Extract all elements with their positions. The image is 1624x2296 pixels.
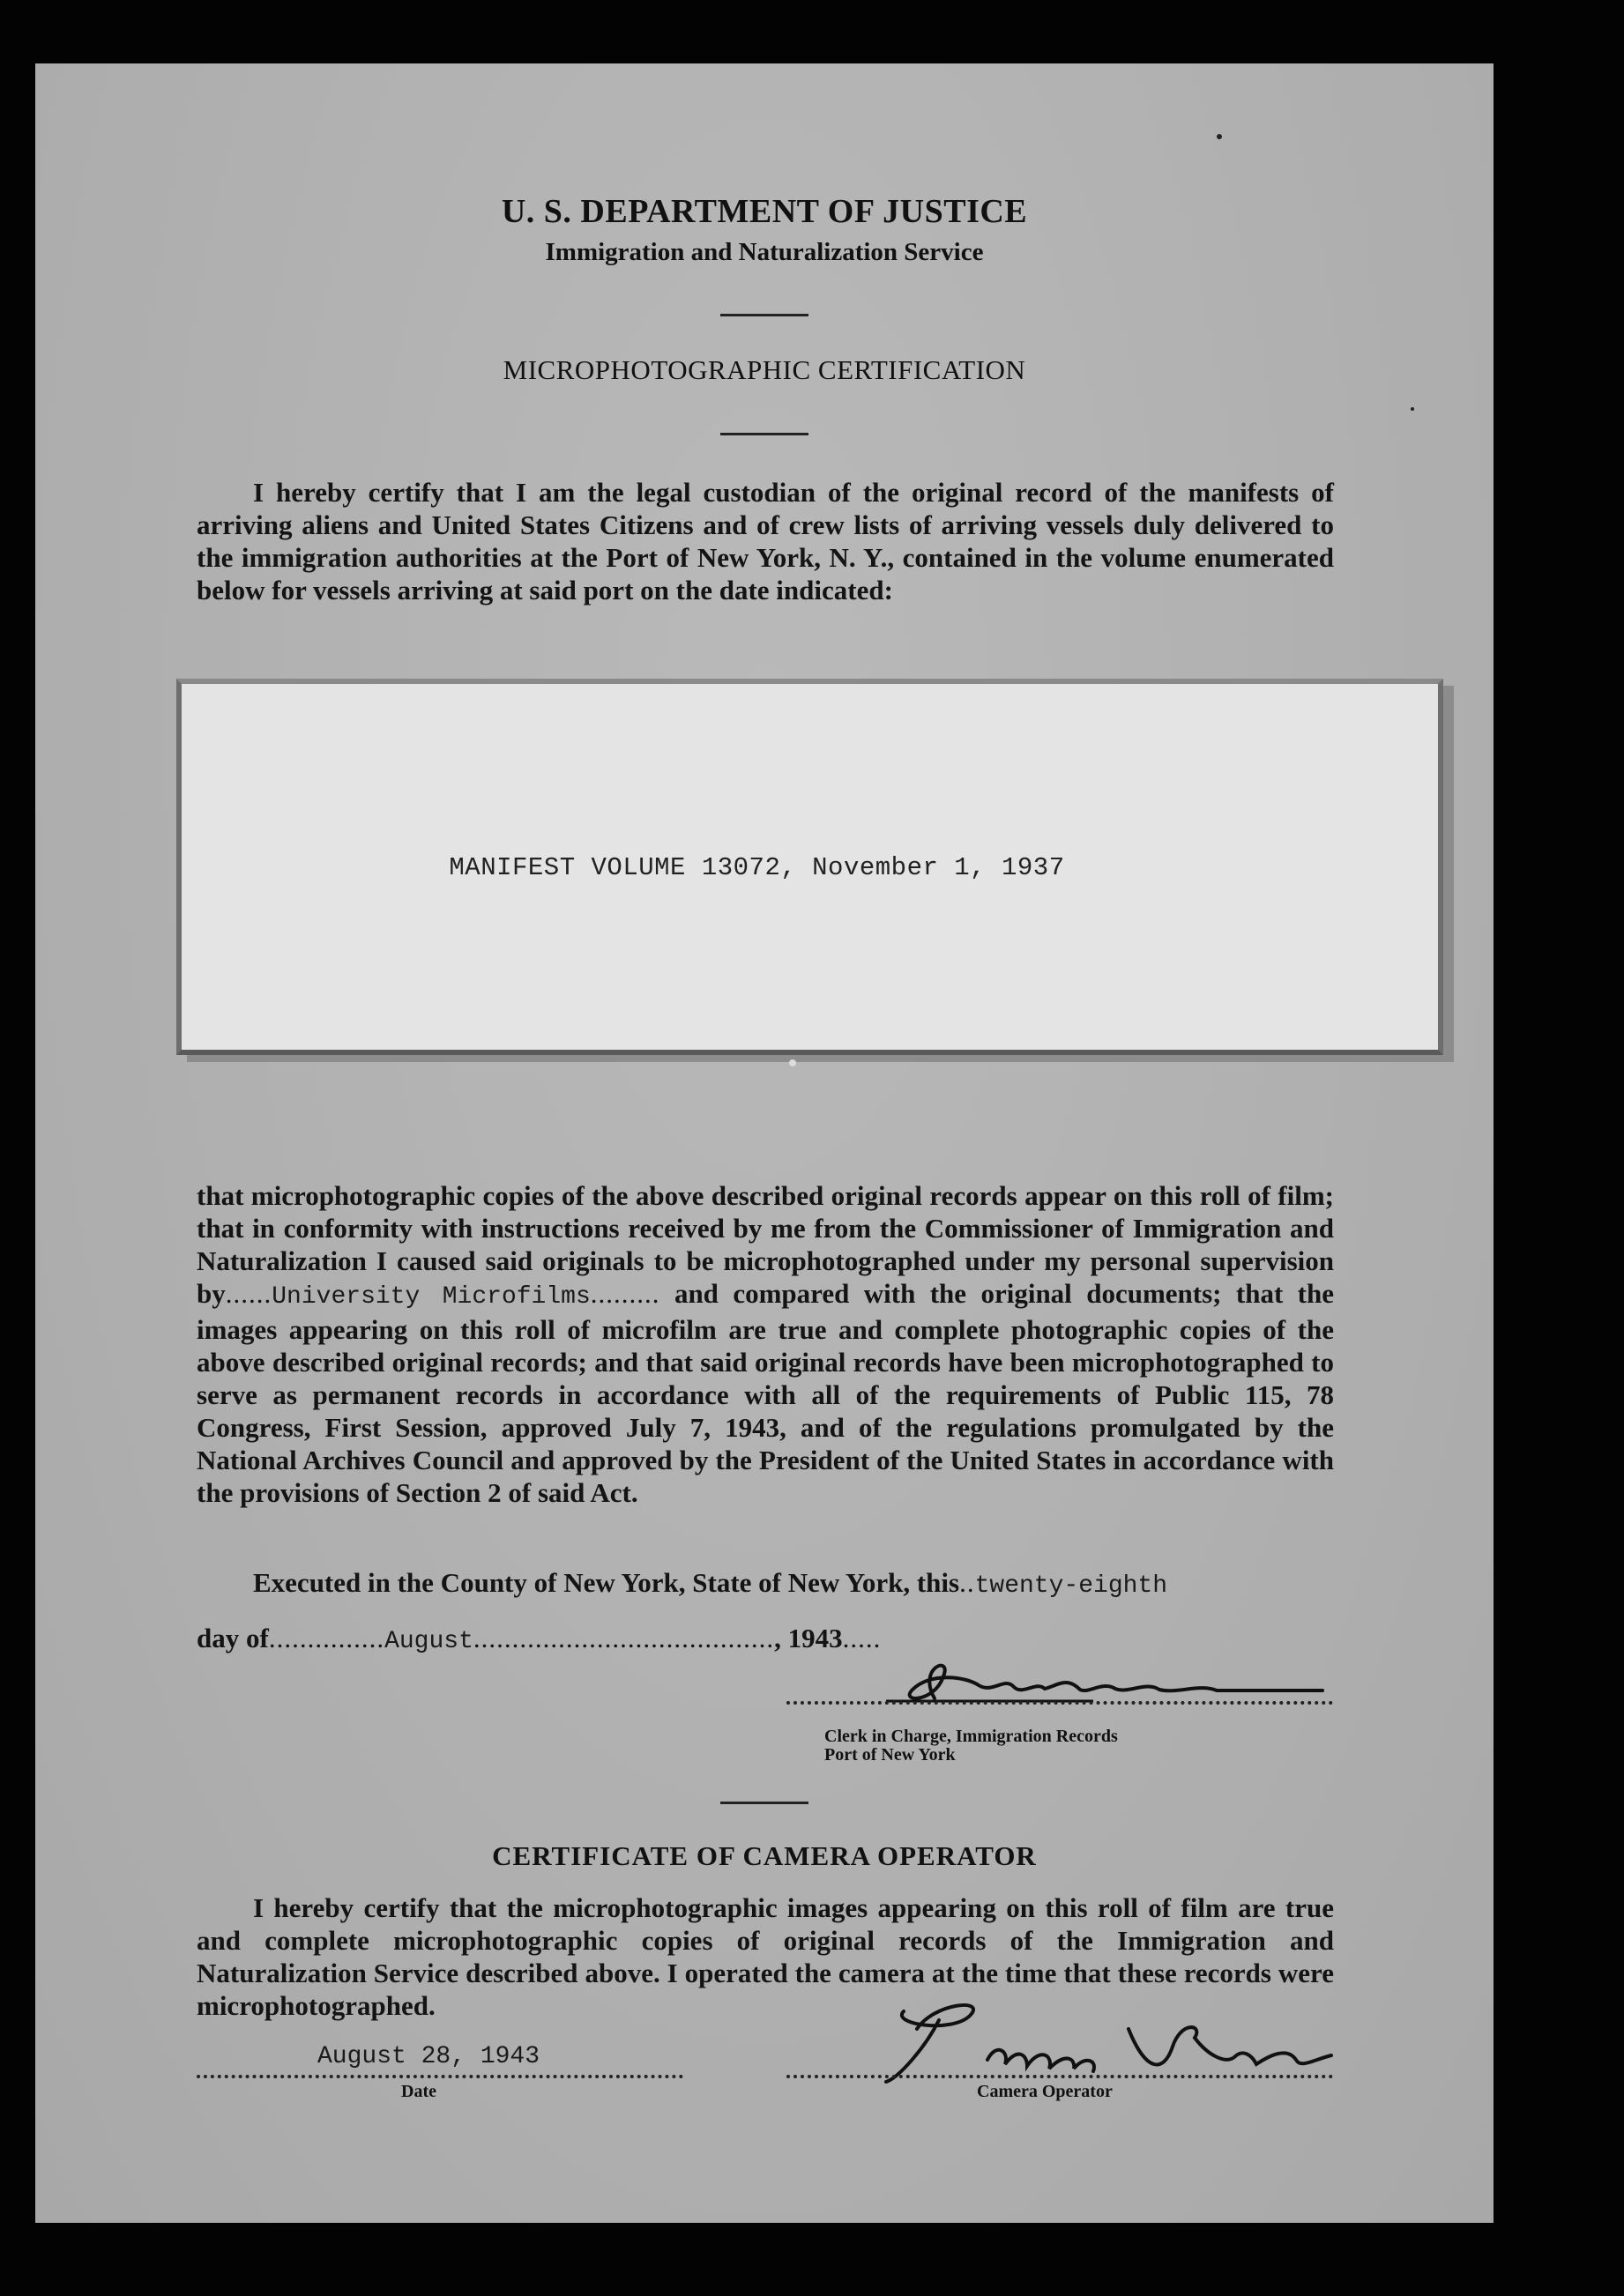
- manifest-volume-text: MANIFEST VOLUME 13072, November 1, 1937: [449, 853, 1065, 882]
- execution-year: , 1943: [774, 1623, 843, 1653]
- microfilmed-by-value: University Microfilms: [272, 1283, 591, 1311]
- day-of-label: day of: [197, 1623, 269, 1653]
- paper-speck: [1217, 134, 1222, 139]
- department-title: U. S. DEPARTMENT OF JUSTICE: [501, 193, 1028, 230]
- clerk-title: [824, 1728, 1118, 1765]
- camera-certificate-text: I hereby certify that the microphotographic images appearing on this roll of film are true and complete microphotographic copies of original records of the Immigration and Naturalization Service described above. I operated the camera at the time that these records were microphotographed.: [197, 1892, 1334, 2021]
- camera-operator-label: Camera Operator: [977, 2082, 1113, 2101]
- camera-operator-signature-line: [786, 2075, 1333, 2078]
- body-text-part2: and compared with the original documents; that the images appearing on this roll of microfilm are true and complete photographic copies of the above described original records; and that said original records have been microphotographed to serve as permanent records in accordance with all of the requirements of Public 115, 78 Congress, First Session, approved July 7, 1943, and of the regulations promulgated by the National Archives Council and approved by the President of the United States in accordance with the provisions of Section 2 of said Act.: [197, 1278, 1335, 1508]
- divider-rule: [720, 433, 808, 435]
- certification-title: MICROPHOTOGRAPHIC CERTIFICATION: [503, 354, 1026, 385]
- service-subtitle: Immigration and Naturalization Service: [545, 238, 984, 266]
- body-text-part1: that microphotographic copies of the above described original records appear on this roll of film; that in conformity with instructions received by me from the Commissioner of Immigration and Naturalization I caused said originals to be microphotographed under my personal supervision by: [197, 1180, 1334, 1309]
- record-card: [176, 679, 1443, 1055]
- clerk-signature-line: [786, 1701, 1333, 1705]
- execution-day-value: twenty-eighth: [974, 1572, 1168, 1600]
- certification-page: [35, 63, 1494, 2223]
- execution-line: Executed in the County of New York, State of New York, this..twenty-eighth: [253, 1567, 1168, 1600]
- custodian-paragraph: I hereby certify that I am the legal custodian of the original record of the manifests of arriving aliens and United States Citizens and of crew lists of arriving vessels duly delivered to the immigration authorities at the Port of New York, N. Y., contained in the volume enumerated below for vessels arriving at said port on the date indicated:: [197, 477, 1334, 606]
- clerk-title-line1: Clerk in Charge, Immigration Records: [824, 1727, 1118, 1746]
- certification-body: that microphotographic copies of the above described original records appear on this roll of film; that in conformity with instructions received by me from the Commissioner of Immigration and Naturalization I caused said originals to be microphotographed under my personal supervision by......University Microfilms......... and compared with the original documents; that the images appearing on this roll of microfilm are true and complete photographic copies of the above described original records; and that said original records have been microphotographed to serve as permanent records in accordance with all of the requirements of Public 115, 78 Congress, First Session, approved July 7, 1943, and of the regulations promulgated by the National Archives Council and approved by the President of the United States in accordance with the provisions of Section 2 of said Act.: [197, 1180, 1335, 1508]
- paper-speck: [1411, 407, 1414, 411]
- clerk-title-line2: Port of New York: [824, 1745, 956, 1765]
- execution-month-value: August: [384, 1628, 473, 1655]
- camera-certificate-title: CERTIFICATE OF CAMERA OPERATOR: [492, 1840, 1037, 1871]
- date-label: Date: [401, 2082, 436, 2101]
- paper-speck: [789, 1059, 796, 1066]
- execution-prefix: Executed in the County of New York, State of New York, this: [253, 1567, 960, 1598]
- divider-rule: [720, 314, 808, 316]
- date-signature-line: [197, 2075, 683, 2078]
- certificate-date-value: August 28, 1943: [317, 2043, 540, 2070]
- day-of-line: day of...............August......................................., 1943.....: [197, 1623, 882, 1655]
- divider-rule: [720, 1802, 808, 1804]
